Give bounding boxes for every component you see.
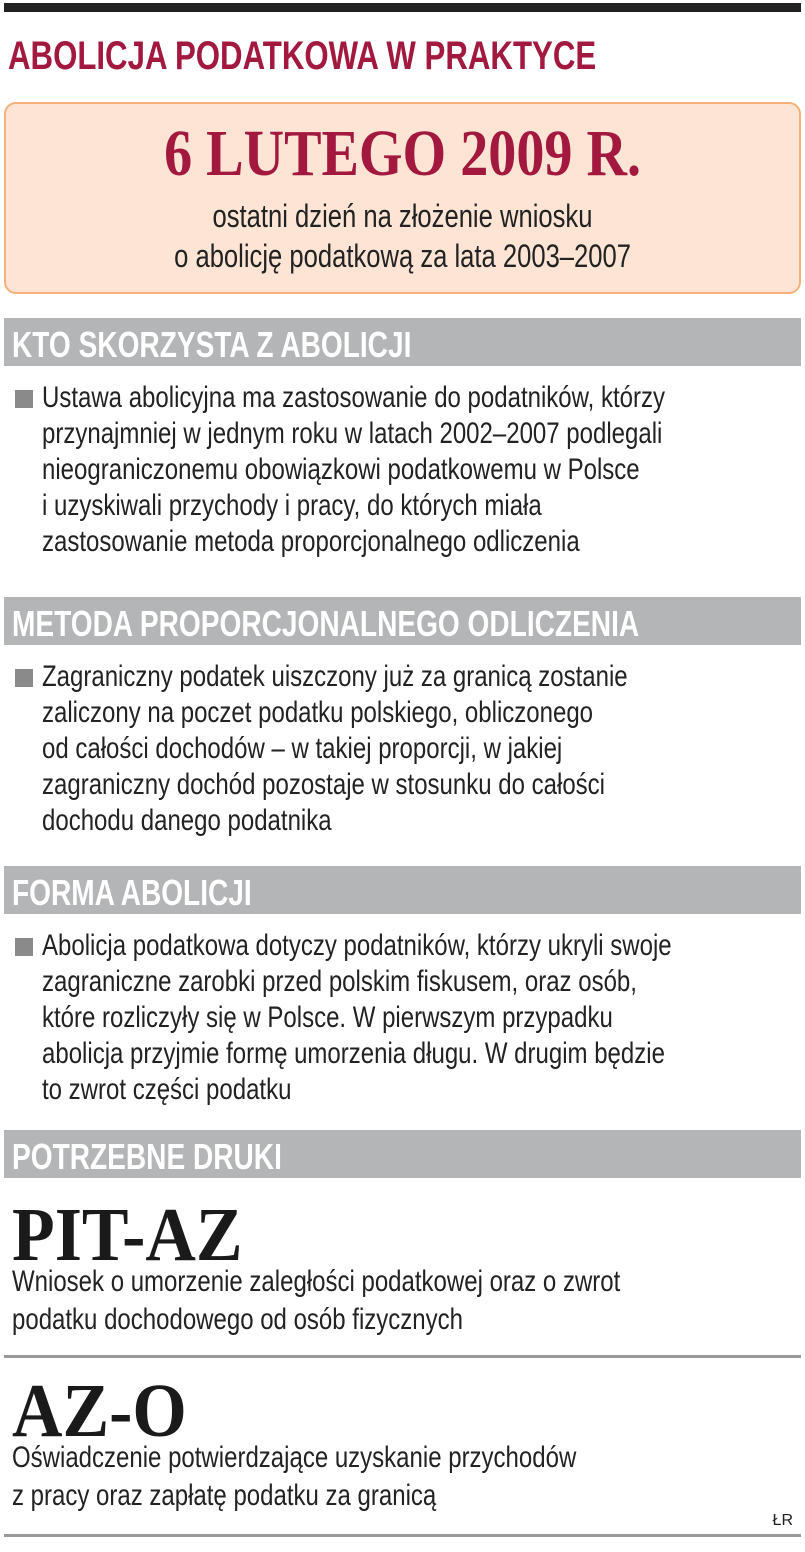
section-text-line: zaliczony na poczet podatku polskiego, obliczonego xyxy=(42,696,594,729)
bullet-square-icon xyxy=(15,938,33,956)
bottom-divider xyxy=(4,1534,801,1537)
section-text-line: i uzyskiwali przychody i pracy, do których miała xyxy=(42,489,542,522)
divider xyxy=(4,1355,801,1358)
section-text-line: nieograniczonemu obowiązkowi podatkowemu w Polsce xyxy=(42,453,640,486)
form-code: PIT-AZ xyxy=(12,1193,243,1277)
section-text-line: Zagraniczny podatek uiszczony już za granicą zostanie xyxy=(42,660,628,693)
section-text-line: to zwrot części podatku xyxy=(42,1073,292,1106)
form-description-line: Wniosek o umorzenie zaległości podatkowej oraz o zwrot xyxy=(12,1265,621,1298)
section-text-line: przynajmniej w jednym roku w latach 2002–2007 podlegali xyxy=(42,417,663,450)
form-description-line: Oświadczenie potwierdzające uzyskanie przychodów xyxy=(12,1441,577,1474)
deadline-box xyxy=(4,102,801,294)
bullet-square-icon xyxy=(15,669,33,687)
section-text-line: zagraniczne zarobki przed polskim fiskusem, oraz osób, xyxy=(42,965,637,998)
section-text-line: zastosowanie metoda proporcjonalnego odliczenia xyxy=(42,525,580,558)
section-text-line: które rozliczyły się w Polsce. W pierwszym przypadku xyxy=(42,1001,613,1034)
top-rule xyxy=(4,3,801,12)
deadline-date: 6 LUTEGO 2009 R. xyxy=(164,117,641,190)
section-header: POTRZEBNE DRUKI xyxy=(4,1130,801,1178)
form-code: AZ-O xyxy=(12,1369,187,1453)
deadline-line: o abolicję podatkową za lata 2003–2007 xyxy=(174,238,631,274)
form-description-line: z pracy oraz zapłatę podatku za granicą xyxy=(12,1479,437,1512)
page-title: ABOLICJA PODATKOWA W PRAKTYCE xyxy=(8,34,597,78)
section-text-line: abolicja przyjmie formę umorzenia długu. W drugim będzie xyxy=(42,1037,665,1070)
deadline-line: ostatni dzień na złożenie wniosku xyxy=(212,198,593,234)
section-header: KTO SKORZYSTA Z ABOLICJI xyxy=(4,318,801,366)
section-header: METODA PROPORCJONALNEGO ODLICZENIA xyxy=(4,597,801,645)
author-credit: ŁR xyxy=(772,1512,793,1529)
section-text-line: Ustawa abolicyjna ma zastosowanie do podatników, którzy xyxy=(42,381,665,414)
section-text-line: od całości dochodów – w takiej proporcji, w jakiej xyxy=(42,732,563,765)
section-text-line: zagraniczny dochód pozostaje w stosunku do całości xyxy=(42,768,605,801)
section-header: FORMA ABOLICJI xyxy=(4,866,801,914)
section-text-line: dochodu danego podatnika xyxy=(42,804,332,837)
bullet-square-icon xyxy=(15,390,33,408)
section-text-line: Abolicja podatkowa dotyczy podatników, którzy ukryli swoje xyxy=(42,929,672,962)
form-description-line: podatku dochodowego od osób fizycznych xyxy=(12,1303,463,1336)
